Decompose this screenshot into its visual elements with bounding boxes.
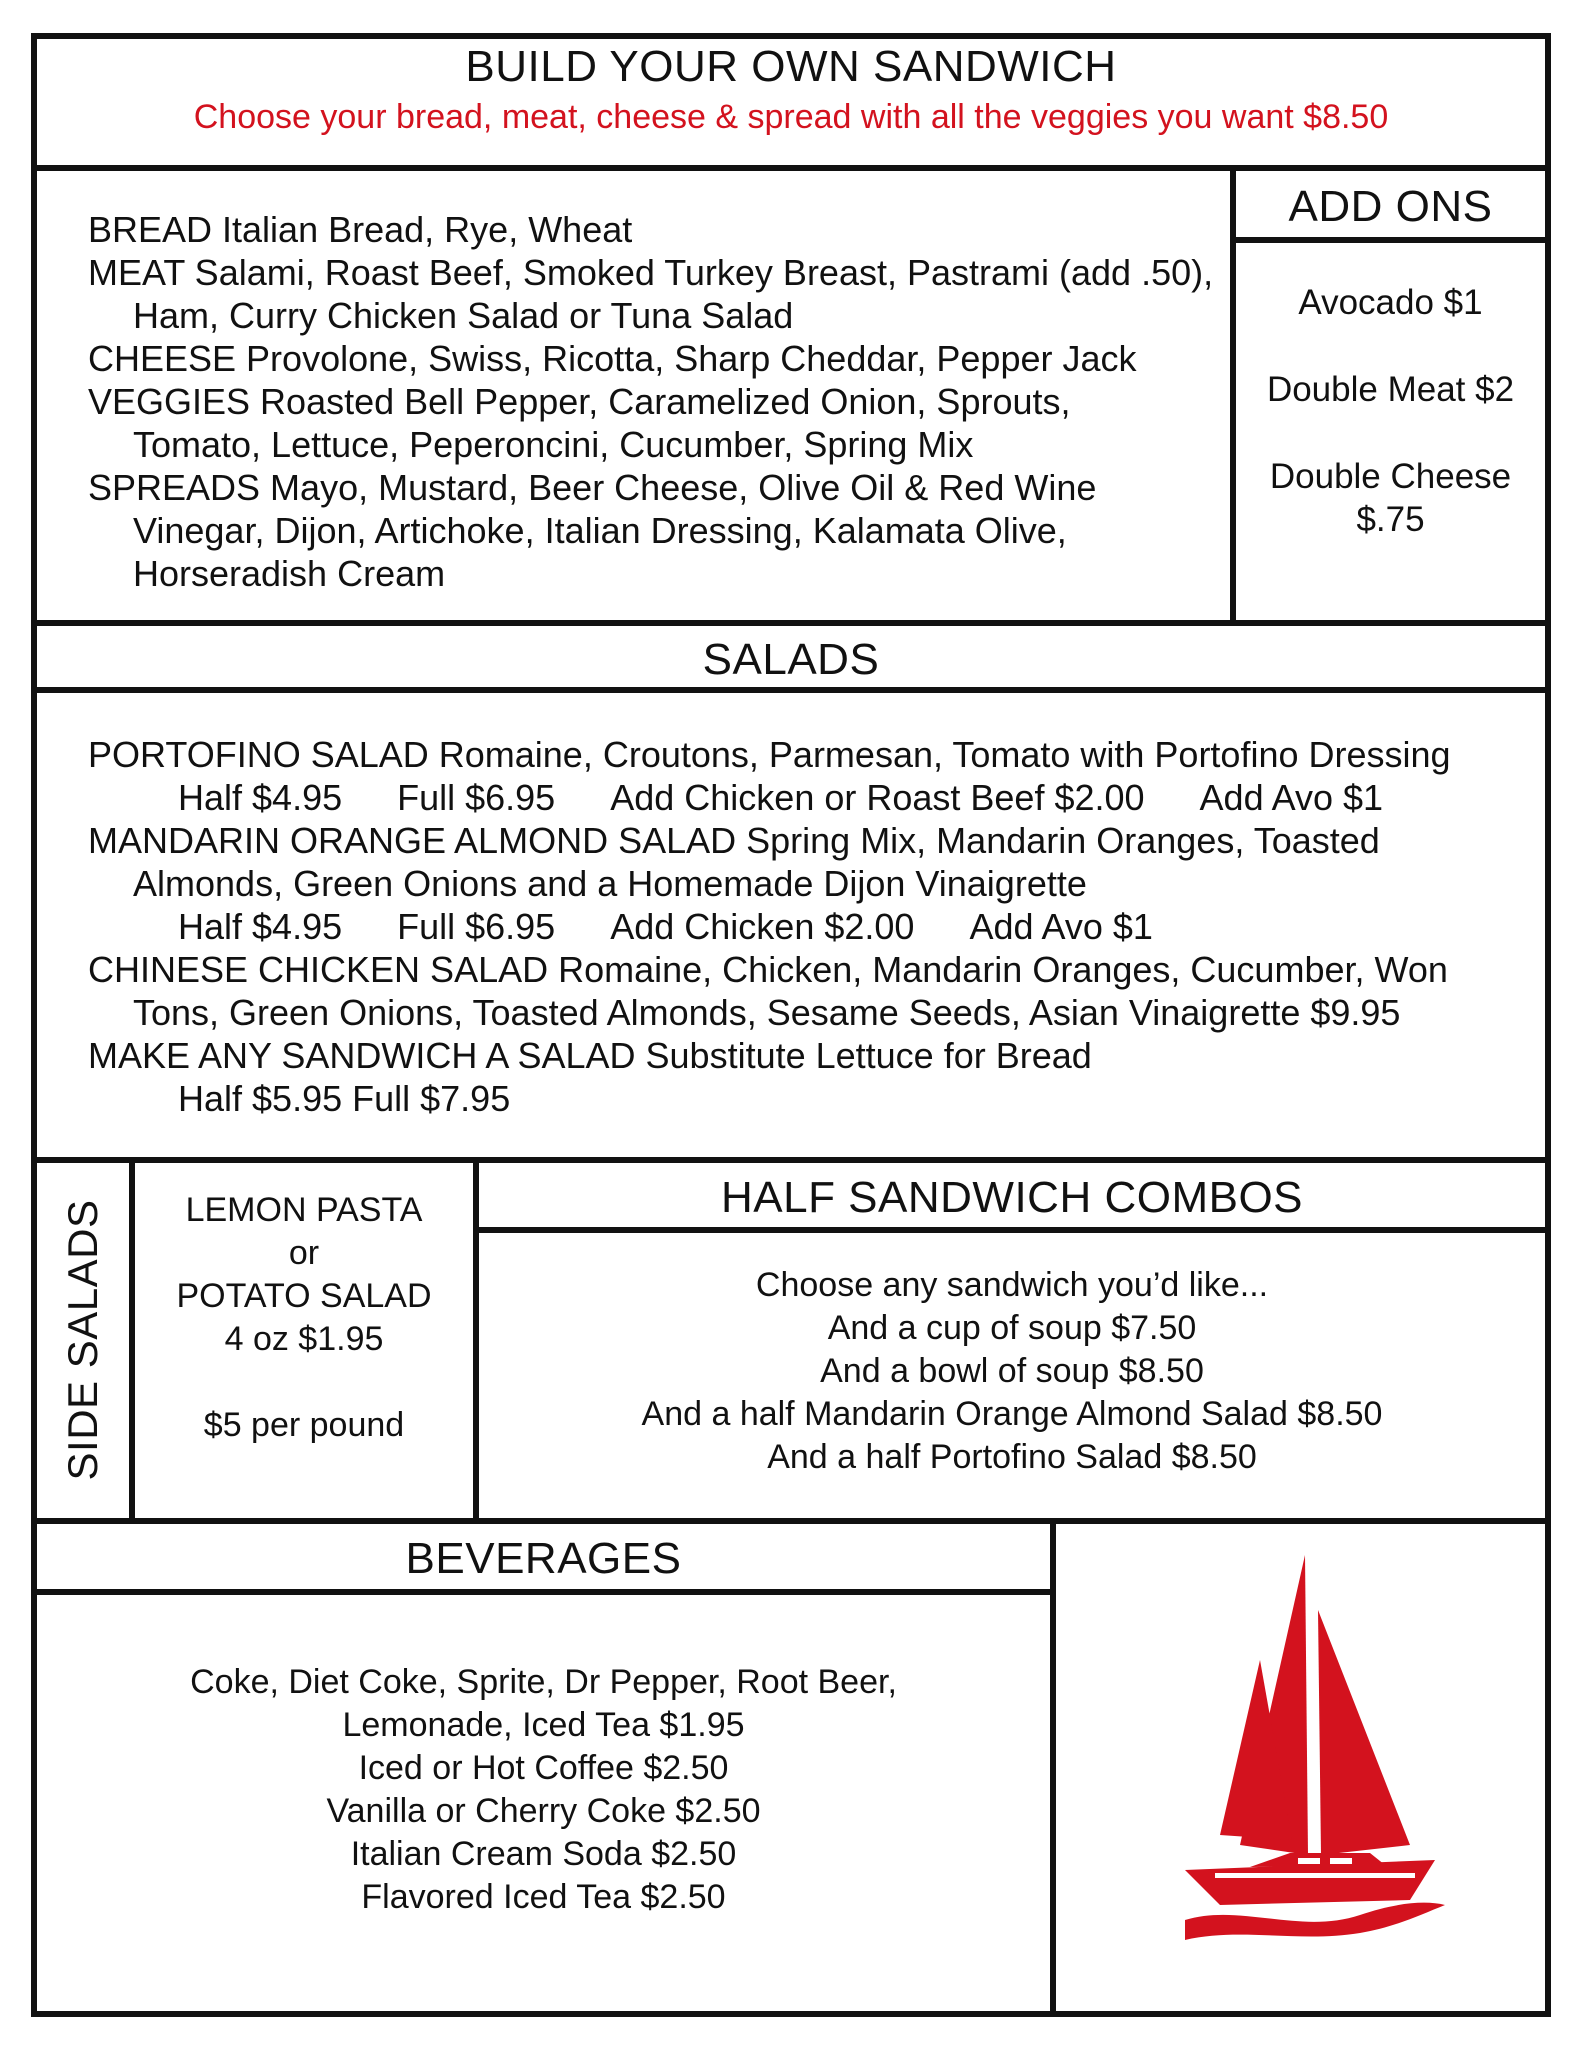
beverage-italian-cream-soda: Italian Cream Soda $2.50 — [350, 1835, 737, 1873]
mandarin-half-price: Half $4.95 — [178, 906, 343, 947]
mandarin-line: MANDARIN ORANGE ALMOND SALAD Spring Mix, Mandarin Oranges, Toasted — [88, 820, 1380, 861]
spreads-line: SPREADS Mayo, Mustard, Beer Cheese, Olive Oil & Red Wine — [88, 467, 1097, 508]
mandarin-add-avo: Add Avo $1 — [969, 906, 1153, 947]
addons-title: ADD ONS — [1288, 182, 1493, 231]
salads-title: SALADS — [702, 635, 880, 684]
portofino-add-chicken: Add Chicken or Roast Beef $2.00 — [610, 777, 1145, 818]
potato-salad: POTATO SALAD — [176, 1277, 432, 1315]
portofino-prices — [88, 776, 1538, 819]
mandarin-prices — [88, 905, 1538, 948]
addon-avocado: Avocado $1 — [1298, 283, 1483, 322]
combo-mandarin-salad: And a half Mandarin Orange Almond Salad $8.50 — [641, 1395, 1383, 1433]
combo-cup-soup: And a cup of soup $7.50 — [827, 1309, 1197, 1347]
sandwich-salad-prices: Half $5.95 Full $7.95 — [178, 1078, 511, 1119]
portofino-full-price: Full $6.95 — [397, 777, 556, 818]
spreads-line-cont: Vinegar, Dijon, Artichoke, Italian Dressing, Kalamata Olive, — [133, 510, 1067, 551]
side-salads-4oz-price: 4 oz $1.95 — [224, 1320, 384, 1358]
beverage-sodas: Coke, Diet Coke, Sprite, Dr Pepper, Root Beer, — [190, 1663, 897, 1701]
meat-line: MEAT Salami, Roast Beef, Smoked Turkey Breast, Pastrami (add .50), — [88, 252, 1214, 293]
addon-double-meat: Double Meat $2 — [1266, 370, 1515, 409]
salads-list — [88, 733, 1538, 1120]
beverage-vanilla-cherry-coke: Vanilla or Cherry Coke $2.50 — [326, 1792, 761, 1830]
beverage-lemonade: Lemonade, Iced Tea $1.95 — [342, 1706, 745, 1744]
mandarin-line-cont: Almonds, Green Onions and a Homemade Dijon Vinaigrette — [133, 863, 1087, 904]
portofino-line: PORTOFINO SALAD Romaine, Croutons, Parmesan, Tomato with Portofino Dressing — [88, 734, 1451, 775]
side-salads-label: SIDE SALADS — [59, 1199, 106, 1481]
veggies-line: VEGGIES Roasted Bell Pepper, Caramelized Onion, Sprouts, — [88, 381, 1071, 422]
build-title: BUILD YOUR OWN SANDWICH — [465, 42, 1117, 91]
chinese-chicken-line: CHINESE CHICKEN SALAD Romaine, Chicken, Mandarin Oranges, Cucumber, Won — [88, 949, 1448, 990]
beverages-list — [31, 1661, 1056, 1919]
side-salads-or: or — [288, 1234, 320, 1272]
portofino-half-price: Half $4.95 — [178, 777, 343, 818]
beverage-coffee: Iced or Hot Coffee $2.50 — [358, 1749, 729, 1787]
meat-line-cont: Ham, Curry Chicken Salad or Tuna Salad — [133, 295, 794, 336]
sailboat-icon — [1180, 1555, 1450, 1940]
combos-intro: Choose any sandwich you’d like... — [755, 1266, 1269, 1304]
combo-portofino-salad: And a half Portofino Salad $8.50 — [767, 1438, 1257, 1476]
sandwich-salad-line: MAKE ANY SANDWICH A SALAD Substitute Lettuce for Bread — [88, 1035, 1092, 1076]
spreads-line-cont2: Horseradish Cream — [133, 553, 446, 594]
mandarin-add-chicken: Add Chicken $2.00 — [610, 906, 915, 947]
side-salads-list — [129, 1189, 479, 1447]
beverages-title: BEVERAGES — [405, 1534, 682, 1583]
beverage-flavored-tea: Flavored Iced Tea $2.50 — [361, 1878, 726, 1916]
build-subtitle: Choose your bread, meat, cheese & spread with all the veggies you want $8.50 — [193, 98, 1389, 136]
veggies-line-cont: Tomato, Lettuce, Peperoncini, Cucumber, Spring Mix — [133, 424, 974, 465]
combos-title: HALF SANDWICH COMBOS — [720, 1173, 1304, 1222]
portofino-add-avo: Add Avo $1 — [1199, 777, 1384, 818]
mandarin-full-price: Full $6.95 — [397, 906, 556, 947]
build-options-list — [88, 208, 1228, 595]
addon-double-cheese-price: $.75 — [1356, 500, 1425, 539]
bread-line: BREAD Italian Bread, Rye, Wheat — [88, 209, 633, 250]
combos-list — [473, 1264, 1551, 1479]
cheese-line: CHEESE Provolone, Swiss, Ricotta, Sharp Cheddar, Pepper Jack — [88, 338, 1137, 379]
lemon-pasta: LEMON PASTA — [185, 1191, 423, 1229]
chinese-chicken-line-cont: Tons, Green Onions, Toasted Almonds, Sesame Seeds, Asian Vinaigrette $9.95 — [133, 992, 1401, 1033]
addon-double-cheese: Double Cheese — [1269, 457, 1512, 496]
combo-bowl-soup: And a bowl of soup $8.50 — [820, 1352, 1204, 1390]
side-salads-pound-price: $5 per pound — [203, 1406, 405, 1444]
